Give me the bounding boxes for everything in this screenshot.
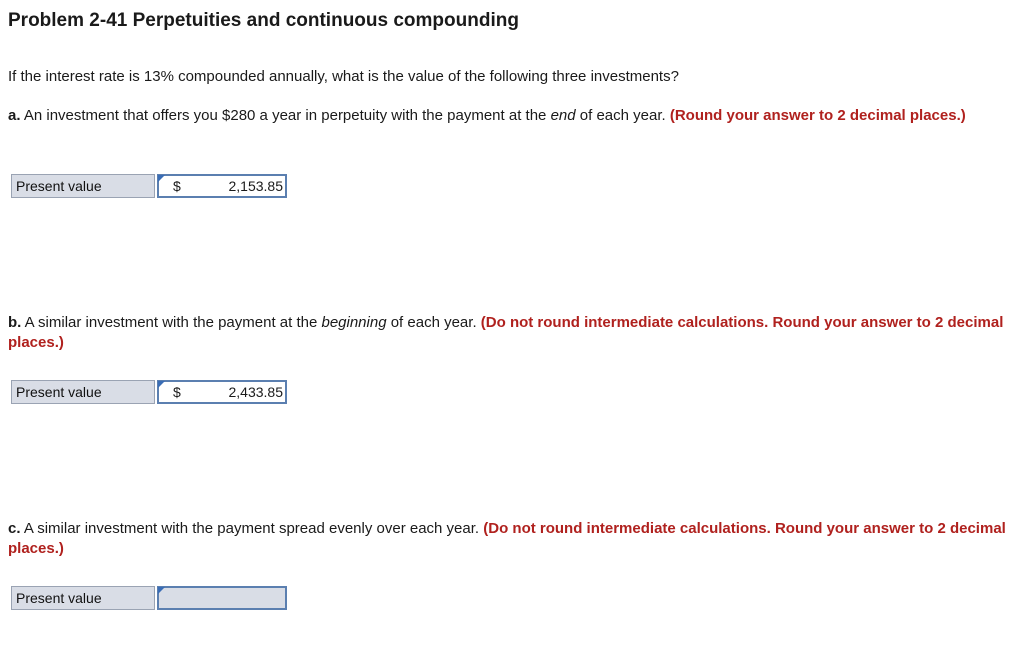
- answer-value: 2,433.85: [228, 384, 283, 400]
- question-emphasis: end: [550, 107, 576, 124]
- present-value-input-b[interactable]: [157, 380, 287, 404]
- question-text: A similar investment with the payment at the: [21, 314, 322, 331]
- problem-title: Problem 2-41 Perpetuities and continuous compounding: [8, 10, 519, 31]
- flag-marker-icon: [158, 587, 165, 594]
- question-letter: a.: [8, 107, 21, 124]
- question-text-after: of each year.: [575, 107, 670, 124]
- question-emphasis: beginning: [321, 314, 387, 331]
- problem-intro: If the interest rate is 13% compounded annually, what is the value of the following three investments?: [8, 68, 679, 85]
- flag-marker-icon: [158, 175, 165, 182]
- answer-row-c: [11, 586, 287, 610]
- present-value-label: Present value: [11, 174, 155, 198]
- answer-value: 2,153.85: [228, 178, 283, 194]
- question-text: A similar investment with the payment spread evenly over each year.: [20, 520, 484, 537]
- present-value-input-a[interactable]: [157, 174, 287, 198]
- question-c: [8, 519, 1008, 559]
- question-letter: b.: [8, 314, 22, 331]
- question-text-after: of each year.: [386, 314, 481, 331]
- present-value-label: Present value: [11, 380, 155, 404]
- currency-symbol: $: [173, 384, 181, 400]
- currency-symbol: $: [173, 178, 181, 194]
- answer-row-a: [11, 174, 287, 198]
- present-value-label: Present value: [11, 586, 155, 610]
- flag-marker-icon: [158, 381, 165, 388]
- rounding-instruction: (Do not round intermediate calculations. Round your answer to 2 decimal places.): [8, 520, 1006, 557]
- rounding-instruction: (Round your answer to 2 decimal places.): [669, 107, 966, 124]
- present-value-input-c[interactable]: [157, 586, 287, 610]
- question-text: An investment that offers you $280 a year in perpetuity with the payment at the: [20, 107, 551, 124]
- question-a: [8, 106, 1008, 126]
- rounding-instruction: (Do not round intermediate calculations. Round your answer to 2 decimal places.): [8, 314, 1004, 351]
- answer-row-b: [11, 380, 287, 404]
- question-letter: c.: [8, 520, 21, 537]
- question-b: [8, 313, 1008, 353]
